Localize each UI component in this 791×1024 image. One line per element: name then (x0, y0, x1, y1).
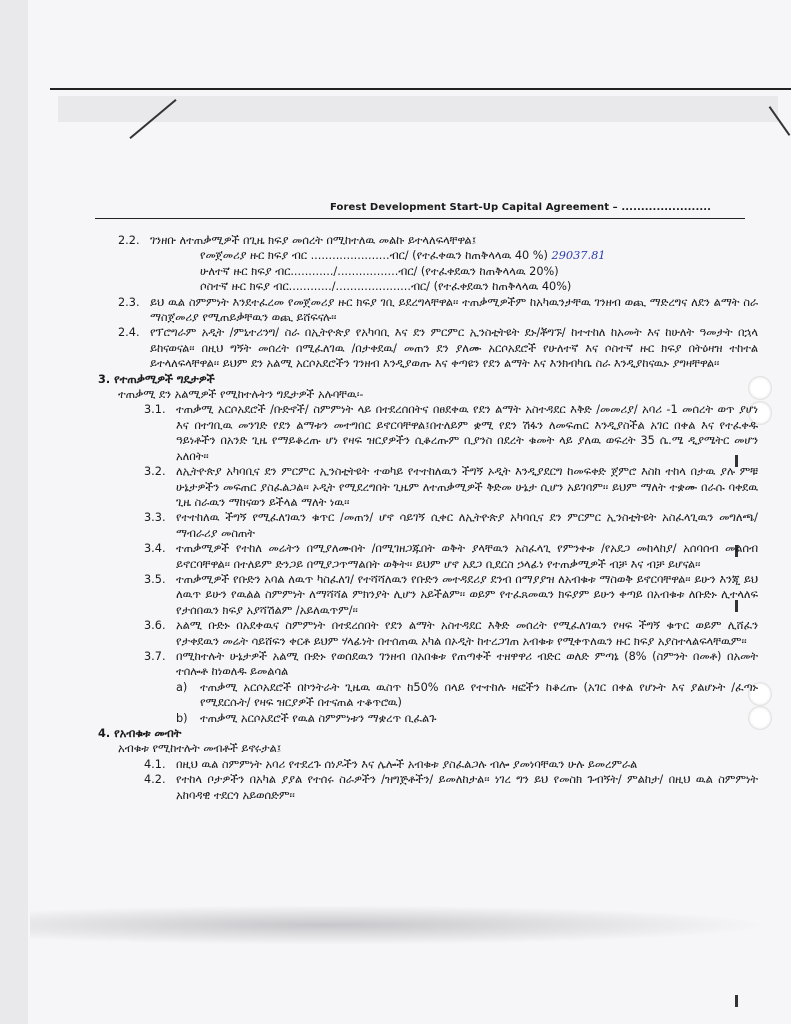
clause-3-4 (118, 541, 758, 572)
clause-number: 3.1. (144, 403, 166, 417)
handwritten-amount: 29037.81 (551, 249, 606, 263)
clause-text: ሁለተኛ ዙር ክፍያ ብር............/.................ብር/ (የተፈቀደዉን ከጠቅላላዉ 20%) (200, 264, 559, 278)
clause-text: በሚከተሉት ሁኔታዎች አልሚ ቡድኑ የወሰደዉን ገንዘብ በአበቁቱ የጠጣቀች ተዘዋዋሪ ብድር ወለድ ምጣኔ (8% (ስምንት በመቶ) በአመት ተሰሎቶ ከነወለዱ ይመልሳል (176, 649, 758, 679)
clause-2-3 (118, 295, 758, 326)
clause-3-7 (118, 649, 758, 680)
running-header: Forest Development Start-Up Capital Agreement – ....................... (330, 202, 712, 213)
section-title: የተጠቃሚዎች ግዴታዎች (114, 372, 215, 386)
clause-4-1 (118, 757, 758, 772)
section-number: 3. (98, 372, 111, 386)
margin-mark (735, 995, 738, 1007)
section-3-intro (118, 387, 758, 402)
section-4-heading (98, 726, 758, 741)
clause-text: በዚህ ዉል ስምምነት አባሪ የተደረጉ ሰነዶችን እና ሌሎች አብቁቱ ያስፈልጋሉ ብሎ ያመነባቸዉን ሁሉ ይመረምራል (176, 757, 638, 771)
clause-number: 3.4. (144, 542, 166, 556)
section-title: የአብቁቱ መብት (114, 727, 182, 740)
clause-number: 2.2. (118, 234, 140, 247)
clause-text: ይህ ዉል ስምምነት እንደተፈረመ የመጀመሪያ ዙር ክፍያ ገቢ ይደረግላቸዋል፡፡ ተጠቃሚዎችም ከአካዉንታቸዉ ገንዘብ ወጪ ማድረግና ለደን ልማት ስራ ማስጀመሪያ የሚጠይቃቸዉን ወጪ ይሸፍናሉ፡፡ (150, 295, 758, 325)
clause-text: ሶስተኛ ዙር ክፍያ ብር............/.....................ብር/ (የተፈቀደዉን ከጠቅላላዉ 40%) (200, 280, 572, 294)
clause-number: 4.1. (144, 757, 166, 771)
clause-text: ተጠቃሚ አርሶአደሮች /ቡድኖች/ ስምምነት ላይ በተደረሰበትና በፀደቀዉ የደን ልማት አስተዳደር እቅድ /መመሪያ/ አባሪ -1 መሰረት ወጥ ያሆነ እና በተገቢዉ መንገድ የደን ልማቱን መተግበር ይኖርባቸዋል፤በተለይም ቋሚ የደን ሽፋን ለመፍጠር እንዲያስችል አገር በቀል እና የተፈቀዱ ዓይነቶችን በአንድ ጊዜ የማይቆረጡ ሆነ የዛፍ ዝርያዎችን ሲቆረጡም ቢያንስ በደረት ቁመት ላይ ያለዉ ወፍረት 35 ሴ.ሜ ዲያሜትር መሆን አለበት፡፡ (176, 403, 758, 463)
clause-number: 3.3. (144, 511, 166, 525)
clause-3-7-b (118, 711, 758, 726)
clause-number: 3.6. (144, 619, 166, 633)
clause-text: ተጠቃሚ ደን አልሚዎች የሚከተሉትን ግዴታዎች አሉባቸዉ፡- (118, 388, 364, 402)
clause-3-6 (118, 618, 758, 649)
clause-text: አብቁቱ የሚከተሉት መብቶች ይኖሩታል፤ (118, 742, 282, 756)
clause-text: የፕሮግራም አዲት /ምኒተሪንግ/ ስራ በኢትዮጵያ የአካባቢ እና ደን ምርምር ኢንስቲትዩት ደኑ/ቾግኙ/ ከተተከለ ከአመት እና ከሁለት ዓመታት በኋላ ይከናወናል፡፡ በዚህ ግኝት መሰረት በሚፈለገዉ /በታቀደዉ/ መጠን ደን ያለሙ አርሶአደሮች የሁለተኛ እና ሶስተኛ ዙር ክፍያ በትዕዛዝ ተከተል ይተላለፍላቸዋል፡፡ ይህም ደን አልሚ አርሶአደሮችን ገንዘብ እንዲያወጡ እና ቀጣዩን የደን ልማት እና እንክብካቤ ስራ እንዲያከናዉኑ ያግዛቸዋል፡፡ (150, 326, 758, 371)
clause-text: የመጀመሪያ ዙር ክፍያ ብር ......................ብር/ (የተፈቀዉን ከጠቅላላዉ 40 %) (200, 249, 548, 263)
agreement-body (98, 233, 758, 803)
clause-number: b) (176, 711, 188, 725)
clause-3-1 (118, 402, 758, 464)
installment-line-3 (118, 279, 758, 294)
top-divider (50, 88, 791, 90)
installment-line-2 (118, 264, 758, 279)
clause-text: ተጠቃሚዎች የቡድን አባል ለዉጥ ካስፈለገ/ የተሻሻለዉን የቡድን መተዳደሪያ ደንብ በማያያዝ ለአብቁቱ ማስወቅ ይኖርባቸዋል፡፡ ይሁን እንጂ ይህ ለዉጥ ይሁን የዉልል ስምምነት ለማሻሻል ምክንያት ሊሆን አይችልም፡፡ ወይም የተፈጸመዉን ክፍያም ይሁን ቀጣይ በአብቁቱ ለቡድኑ ሊተላለፍ የታሰበዉን ክፍያ አያሻሽልም /አይለዉጥም/፡፡ (176, 572, 758, 617)
clause-number: 2.3. (118, 295, 140, 309)
clause-text: ተጠቃሚ አርሶአደሮች በኮንትራት ጊዜዉ ዉስጥ ከ50% በላይ የተተከሉ ዛፎችን ከቆረጡ (አገር በቀል የሆኑት እና ያልሆኑት /ፈጣኑ የሚደርሱት/ የዛፍ ዝርያዎች በተናጠል ተቆጥሮዉ) (200, 680, 758, 710)
section-3-heading (98, 372, 758, 387)
clause-number: 3.5. (144, 572, 166, 586)
clause-text: ገንዘቡ ለተጠቃሚዎች በጊዜ ክፍያ መሰረት በሚከተለዉ መልኩ ይተላለፍላቸዋል፤ (150, 234, 477, 247)
clause-number: a) (176, 680, 188, 694)
clause-number: 3.2. (144, 465, 166, 479)
clause-text: ተጠቃሚ አርሶአደሮች የዉል ስምምነቱን ማቋረጥ ቢፈልጉ (200, 711, 437, 725)
clause-3-5 (118, 572, 758, 618)
scan-smudge (30, 905, 770, 945)
clause-text: የተተከለዉ ችግኝ የሚፈለገዉን ቁጥር /መጠን/ ሆኖ ሳይገኝ ሲቀር ለኢትዮጵያ አካባቢና ደን ምርምር ኢንስቲትዩት አስፈላጊዉን መግለጫ/ማብራሪያ መስጠት (176, 511, 758, 540)
clause-text: የተከላ ቦታዎችን በአካል ያያል የተሰሩ ስራዎችን /ዝግጅቶችን/ ይመለከታል፡፡ ነገረ ግን ይህ የመስክ ጉብኝት/ ምልከታ/ በዚህ ዉል ስምምነት አከባዳዊ ተደርጎ አይወሰድም፡፡ (176, 773, 758, 802)
clause-number: 3.7. (144, 649, 166, 663)
header-divider (95, 218, 745, 219)
clause-text: አልሚ ቡድኑ በአደቀዉና ስምምነት በተደረሰበት የደን ልማት አስተዳደር እቅድ መሰረት የሚፈለገዉን የዛፍ ችግኝ ቁጥር ወይም ሊሸፈን የታቀደዉን መሬት ሳይሸፍን ቀርቶ ይህም ሃላፊነት በተሰጠዉ አካል በኦዲት ከተረጋገጠ አብቁቱ የሚቀጥለዉን ዙር ክፍያ አያስተላልፍላቸዉም፡፡ (176, 619, 758, 648)
section-4-intro (118, 741, 758, 756)
clause-text: ለኢትዮጵያ አካባቢና ደን ምርምር ኢንስቲትዩት ተወካይ የተተከለዉን ችግኝ ኦዲት እንዲያደርግ ከመፍቀድ ጀምሮ እስከ ተከላ በታዉ ያሉ ምቹ ሁኔታዎችን መፍጠር ያስፈልጋል፡፡ ኦዲት የሚደረግበት ጊዜም ለተጠቃሚዎች ቅድመ ሁኔታ ሲሆን አይገባም፡፡ ይህም ማለት ተቋሙ በራሱ ባቀደዉ ጊዜ ስራዉን ማከናወን ይችላል ማለት ነዉ፡፡ (176, 465, 758, 509)
clause-text: ተጠቃሚዎች የተከለ መሬትን በሚያለሙበት /በሚገዘጋጁበት ወቅት ያላቸዉን አስፈላጊ የምንቀቱ /የአደጋ መከላከያ/ አሰባሰብ መልሰብ ይኖርባቸዋል፡፡ በተለይም ድንጋይ በሚያጋጥማልበት ወቅት፡፡ ይህም ሆኖ አደጋ ቢደርስ ኃላፊነ የተጠቃሚዎች ብቻ እና ብቻ ይሆናል፡፡ (176, 542, 758, 571)
clause-3-3 (118, 510, 758, 541)
clause-number: 2.4. (118, 326, 140, 340)
section-number: 4. (98, 727, 111, 740)
clause-2-2 (118, 233, 758, 248)
clause-number: 4.2. (144, 773, 166, 787)
clause-4-2 (118, 772, 758, 803)
installment-line-1 (118, 248, 758, 263)
clause-2-4 (118, 325, 758, 371)
clause-3-7-a (118, 680, 758, 711)
clause-3-2 (118, 464, 758, 510)
